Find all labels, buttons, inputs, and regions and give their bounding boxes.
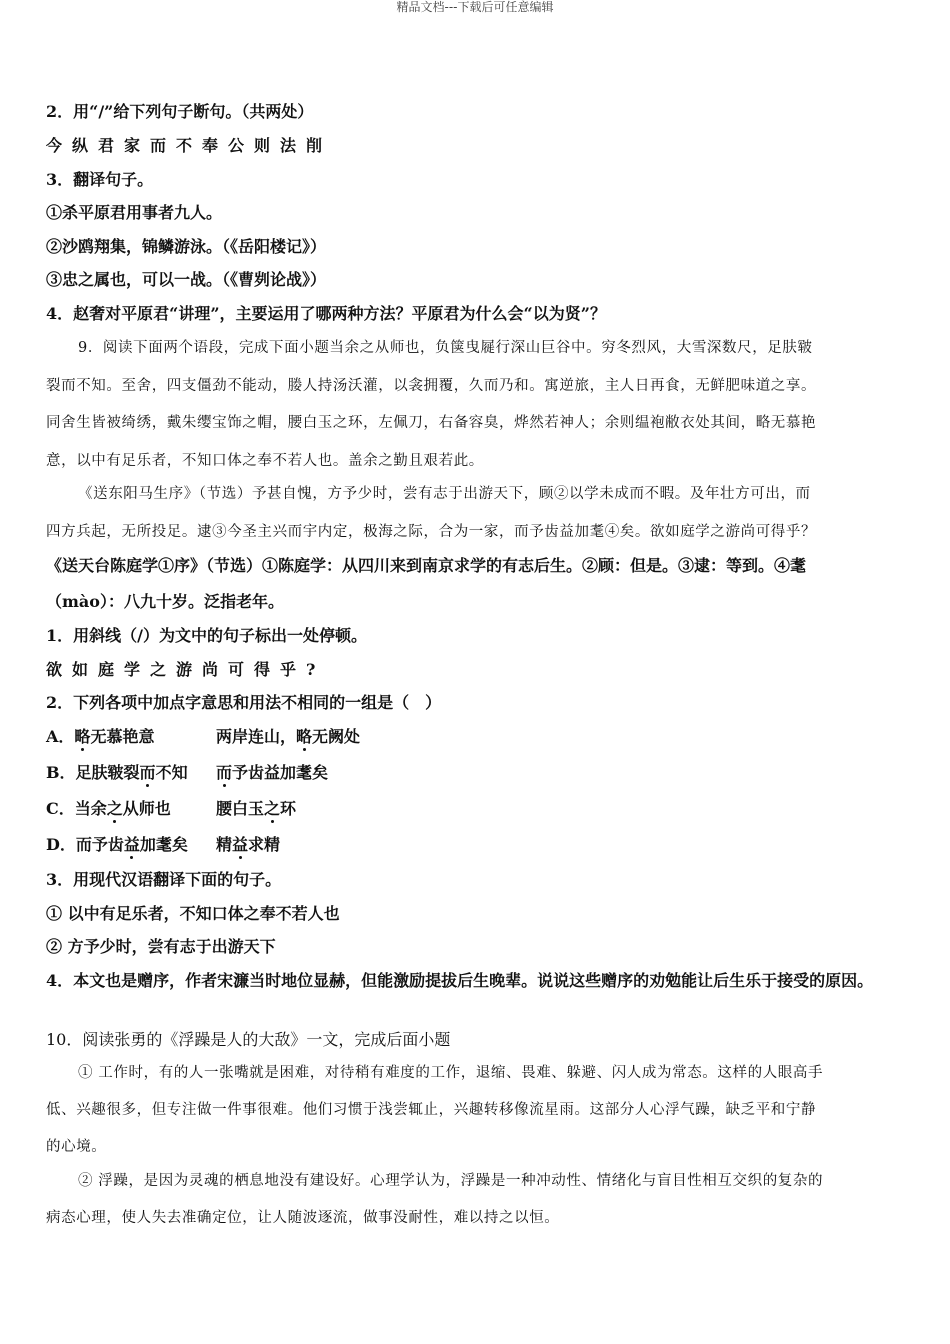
q9-sub3-prompt: 3．用现代汉语翻译下面的句子。 <box>46 870 282 889</box>
emphasis-dot-char: 益 <box>123 835 140 854</box>
q9-passage1-line: 意，以中有足乐者，不知口体之奉不若人也。盖余之勤且艰若此。 <box>46 453 484 469</box>
emphasis-dot-char: 益 <box>232 835 249 854</box>
q9-option-c: C．当余之从师也 腰白玉之环 <box>46 799 297 818</box>
q9-passage1-line: 同舍生皆被绮绣，戴朱缨宝饰之帽，腰白玉之环，左佩刀，右备容臭，烨然若神人；余则缊袍敝衣处其间，略无慕艳 <box>46 415 817 431</box>
q9-passage1-line: 裂而不知。至舍，四支僵劲不能动，媵人持汤沃灌，以衾拥覆，久而乃和。寓逆旅，主人日再食，无鲜肥味道之享。 <box>46 378 817 394</box>
q9-option-b: B．足肤皲裂而不知 而予齿益加耄矣 <box>46 763 329 782</box>
emphasis-dot-char: 而 <box>216 763 233 782</box>
emphasis-dot-char: 而 <box>139 763 156 782</box>
emphasis-dot-char: 略 <box>74 727 91 746</box>
q10-title: 10．阅读张勇的《浮躁是人的大敌》一文，完成后面小题 <box>46 1030 451 1049</box>
q9-passage2-line: 四方兵起，无所投足。逮③今圣主兴而宇内定，极海之际，合为一家，而予齿益加耄④矣。欲如庭学之游尚可得乎？ <box>46 524 817 540</box>
q9-option-a: A．略无慕艳意 两岸连山，略无阙处 <box>46 727 361 746</box>
q9-option-d: D．而予齿益加耄矣 精益求精 <box>46 835 281 854</box>
q9-notes-line-2: （mào）：八九十岁。泛指老年。 <box>46 592 284 611</box>
q9-sub1-prompt: 1．用斜线（/）为文中的句子标出一处停顿。 <box>46 626 367 645</box>
q9-sub3-item-1: ① 以中有足乐者，不知口体之奉不若人也 <box>46 904 340 923</box>
q8-sub3-item-2: ②沙鸥翔集，锦鳞游泳。（《岳阳楼记》） <box>46 237 327 256</box>
q9-passage1-line: 9．阅读下面两个语段，完成下面小题当余之从师也，负箧曳屣行深山巨谷中。穷冬烈风，大雪深数尺，足肤皲 <box>78 340 813 356</box>
q8-sub2-sentence: 今纵君家而不奉公则法削 <box>46 136 333 155</box>
emphasis-dot-char: 之 <box>106 799 123 818</box>
q8-sub4-prompt: 4．赵奢对平原君“讲理”，主要运用了哪两种方法？平原君为什么会“以为贤”？ <box>46 304 606 323</box>
q10-paragraph2-line: 病态心理，使人失去准确定位，让人随波逐流，做事没耐性，难以持之以恒。 <box>46 1210 560 1226</box>
q9-sub2-prompt: 2．下列各项中加点字意思和用法不相同的一组是（ ） <box>46 693 442 712</box>
emphasis-dot-char: 略 <box>296 727 313 746</box>
q9-sub3-item-2: ② 方予少时，尝有志于出游天下 <box>46 937 276 956</box>
q8-sub2-prompt: 2．用“/”给下列句子断句。（共两处） <box>46 102 314 121</box>
page-header: 精品文档---下载后可任意编辑 <box>396 0 554 14</box>
q9-sub4-prompt: 4．本文也是赠序，作者宋濂当时地位显赫，但能激励提拔后生晚辈。说说这些赠序的劝勉能让后生乐于接受的原因。 <box>46 971 874 990</box>
emphasis-dot-char: 之 <box>264 799 281 818</box>
q8-sub3-item-1: ①杀平原君用事者九人。 <box>46 203 223 222</box>
q9-passage2-line: 《送东阳马生序》（节选）予甚自愧，方予少时，尝有志于出游天下，顾②以学未成而不暇。及年壮方可出，而 <box>78 486 811 502</box>
q10-paragraph1-line: 的心境。 <box>46 1139 107 1155</box>
q10-paragraph1-line: ① 工作时，有的人一张嘴就是困难，对待稍有难度的工作，退缩、畏难、躲避、闪人成为常态。这样的人眼高手 <box>78 1065 824 1081</box>
q9-sub1-sentence: 欲如庭学之游尚可得乎? <box>46 660 326 679</box>
q10-paragraph1-line: 低、兴趣很多，但专注做一件事很难。他们习惯于浅尝辄止，兴趣转移像流星雨。这部分人心浮气躁，缺乏平和宁静 <box>46 1102 817 1118</box>
q10-paragraph2-line: ② 浮躁，是因为灵魂的栖息地没有建设好。心理学认为，浮躁是一种冲动性、情绪化与盲目性相互交织的复杂的 <box>78 1173 824 1189</box>
q8-sub3-prompt: 3．翻译句子。 <box>46 170 154 189</box>
q9-notes-line-1: 《送天台陈庭学①序》（节选）①陈庭学：从四川来到南京求学的有志后生。②顾：但是。③逮：等到。④耄 <box>46 556 807 575</box>
q8-sub3-item-3: ③忠之属也，可以一战。（《曹刿论战》） <box>46 270 327 289</box>
